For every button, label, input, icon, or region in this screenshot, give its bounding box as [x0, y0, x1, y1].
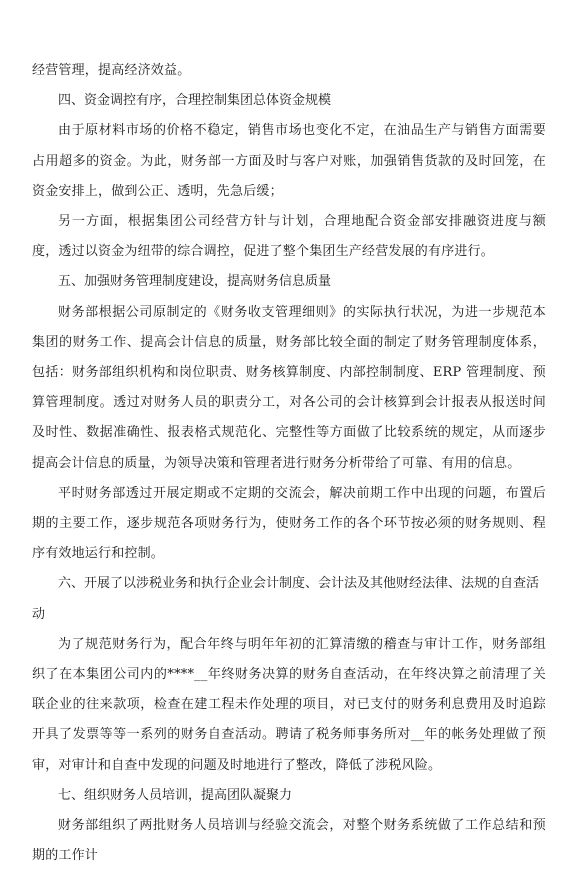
section-heading-7: 七、组织财务人员培训，提高团队凝聚力 [58, 787, 293, 803]
paragraph: 财务部组织了两批财务人员培训与经验交流会，对整个财务系统做了工作总结和预期的工作计 [32, 818, 546, 864]
paragraph-continuation: 经营管理，提高经济效益。 [32, 63, 191, 78]
section-heading-4: 四、资金调控有序，合理控制集团总体资金规模 [58, 93, 332, 109]
paragraph: 由于原材料市场的价格不稳定，销售市场也变化不定，在油品生产与销售方面需要占用超多的资金。为此，财务部一方面及时与客户对账，加强销售货款的及时回笼，在资金安排上，做到公正、透明，先急后缓； [32, 123, 546, 199]
paragraph: 财务部根据公司原制定的《财务收支管理细则》的实际执行状况，为进一步规范本集团的财务工作、提高会计信息的质量，财务部比较全面的制定了财务管理制度体系，包括：财务部组织机构和岗位职责、财务核算制度、内部控制制度、ERP 管理制度、预算管理制度。透过对财务人员的职责分工，对各公司的会计核算到会计报表从报送时间及时性、数据准确性、报表格式规范化、完整性等方面做了比较系统的规定，从而逐步提高会计信息的质量，为领导决策和管理者进行财务分析带给了可靠、有用的信息。 [32, 304, 546, 471]
paragraph: 平时财务部透过开展定期或不定期的交流会，解决前期工作中出现的问题，布置后期的主要工作，逐步规范各项财务行为，使财务工作的各个环节按必须的财务规则、程序有效地运行和控制。 [32, 485, 546, 562]
paragraph: 另一方面，根据集团公司经营方针与计划，合理地配合资金部安排融资进度与额度，透过以资金为纽带的综合调控，促进了整个集团生产经营发展的有序进行。 [32, 214, 546, 260]
section-heading-6: 六、开展了以涉税业务和执行企业会计制度、会计法及其他财经法律、法规的自查活动 [32, 576, 540, 622]
section-heading-5: 五、加强财务管理制度建设，提高财务信息质量 [58, 274, 332, 290]
paragraph: 为了规范财务行为，配合年终与明年年初的汇算清缴的稽查与审计工作，财务部组织了在本集团公司内的****__年终财务决算的财务自查活动，在年终决算之前清理了关联企业的往来款项，检查在建工程未作处理的项目，对已支付的财务利息费用及时追踪开具了发票等等一系列的财务自查活动。聘请了税务师事务所对__年的帐务处理做了预审，对审计和自查中发现的问题及时地进行了整改，降低了涉税风险。 [32, 636, 546, 773]
